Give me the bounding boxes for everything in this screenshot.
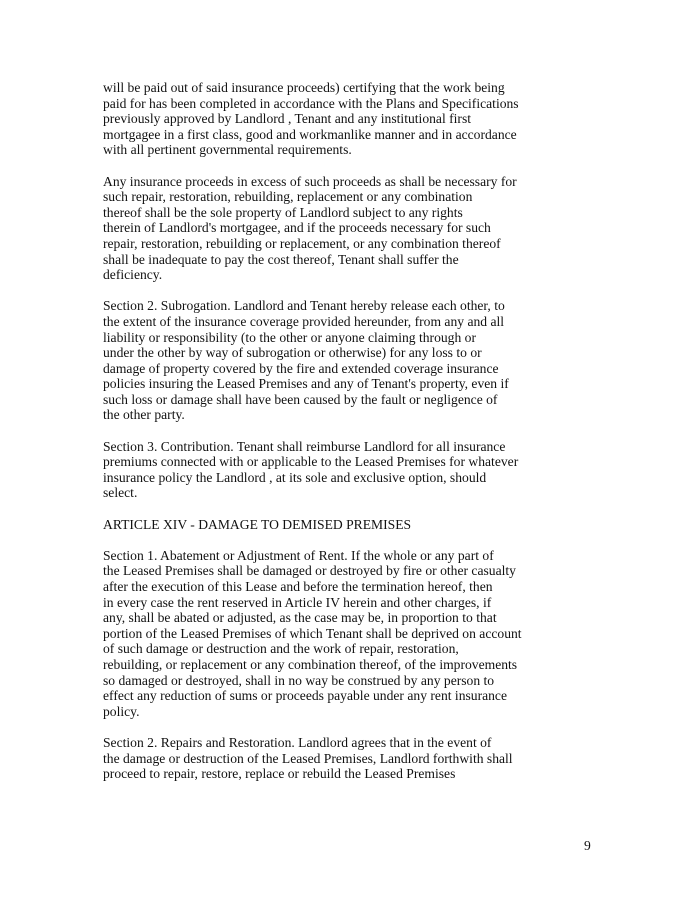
text-line: in every case the rent reserved in Article IV herein and other charges, if xyxy=(103,594,492,610)
text-line: effect any reduction of sums or proceeds payable under any rent insurance xyxy=(103,688,508,704)
text-line: rebuilding, or replacement or any combination thereof, of the improvements xyxy=(103,656,518,672)
text-line: therein of Landlord's mortgagee, and if the proceeds necessary for such xyxy=(103,220,491,236)
text-line: liability or responsibility (to the other or anyone claiming through or xyxy=(103,329,476,345)
text-line: previously approved by Landlord , Tenant and any institutional first xyxy=(103,111,472,127)
text-line: the extent of the insurance coverage provided hereunder, from any and all xyxy=(103,313,505,329)
text-line: so damaged or destroyed, shall in no way be construed by any person to xyxy=(103,672,495,688)
text-line: Section 2. Subrogation. Landlord and Tenant hereby release each other, to xyxy=(103,298,505,314)
text-line: the damage or destruction of the Leased Premises, Landlord forthwith shall xyxy=(103,750,513,766)
text-line: of such damage or destruction and the work of repair, restoration, xyxy=(103,641,459,657)
text-line: any, shall be abated or adjusted, as the case may be, in proportion to that xyxy=(103,610,497,626)
text-line: Section 1. Abatement or Adjustment of Rent. If the whole or any part of xyxy=(103,547,494,563)
text-line: insurance policy the Landlord , at its sole and exclusive option, should xyxy=(103,469,487,485)
paragraph-section-2-subrogation xyxy=(103,298,543,423)
text-line: damage of property covered by the fire and extended coverage insurance xyxy=(103,360,499,376)
text-line: such loss or damage shall have been caused by the fault or negligence of xyxy=(103,391,498,407)
text-line: the Leased Premises shall be damaged or destroyed by fire or other casualty xyxy=(103,563,516,579)
text-line: proceed to repair, restore, replace or rebuild the Leased Premises xyxy=(103,766,456,782)
paragraph-excess-proceeds xyxy=(103,174,543,283)
article-heading-text: ARTICLE XIV - DAMAGE TO DEMISED PREMISES xyxy=(103,516,412,532)
article-heading xyxy=(103,517,543,533)
text-line: Section 2. Repairs and Restoration. Landlord agrees that in the event of xyxy=(103,734,492,750)
text-line: with all pertinent governmental requirements. xyxy=(103,142,352,158)
page-number: 9 xyxy=(584,838,591,853)
text-line: mortgagee in a first class, good and workmanlike manner and in accordance xyxy=(103,126,517,142)
text-line: repair, restoration, rebuilding or replacement, or any combination thereof xyxy=(103,235,501,251)
text-line: paid for has been completed in accordance with the Plans and Specifications xyxy=(103,95,519,111)
text-line: portion of the Leased Premises of which Tenant shall be deprived on account xyxy=(103,625,522,641)
text-line: after the execution of this Lease and before the termination hereof, then xyxy=(103,579,493,594)
paragraph-article-section-2-repairs xyxy=(103,735,543,782)
text-line: Any insurance proceeds in excess of such proceeds as shall be necessary for xyxy=(103,173,517,189)
text-line: will be paid out of said insurance proceeds) certifying that the work being xyxy=(103,80,505,95)
paragraph-insurance-certification xyxy=(103,80,543,158)
document-page xyxy=(103,80,543,797)
text-line: policies insuring the Leased Premises and any of Tenant's property, even if xyxy=(103,376,509,392)
text-line: thereof shall be the sole property of Landlord subject to any rights xyxy=(103,204,463,220)
text-line: Section 3. Contribution. Tenant shall reimburse Landlord for all insurance xyxy=(103,438,506,454)
paragraph-section-3-contribution xyxy=(103,439,543,501)
text-line: deficiency. xyxy=(103,267,163,283)
text-line: shall be inadequate to pay the cost thereof, Tenant shall suffer the xyxy=(103,251,459,267)
text-line: policy. xyxy=(103,703,140,719)
text-line: such repair, restoration, rebuilding, replacement or any combination xyxy=(103,189,473,205)
text-line: the other party. xyxy=(103,407,185,423)
text-line: premiums connected with or applicable to the Leased Premises for whatever xyxy=(103,454,519,470)
text-line: under the other by way of subrogation or otherwise) for any loss to or xyxy=(103,345,482,361)
text-line: select. xyxy=(103,485,138,501)
paragraph-article-section-1-abatement xyxy=(103,548,543,720)
